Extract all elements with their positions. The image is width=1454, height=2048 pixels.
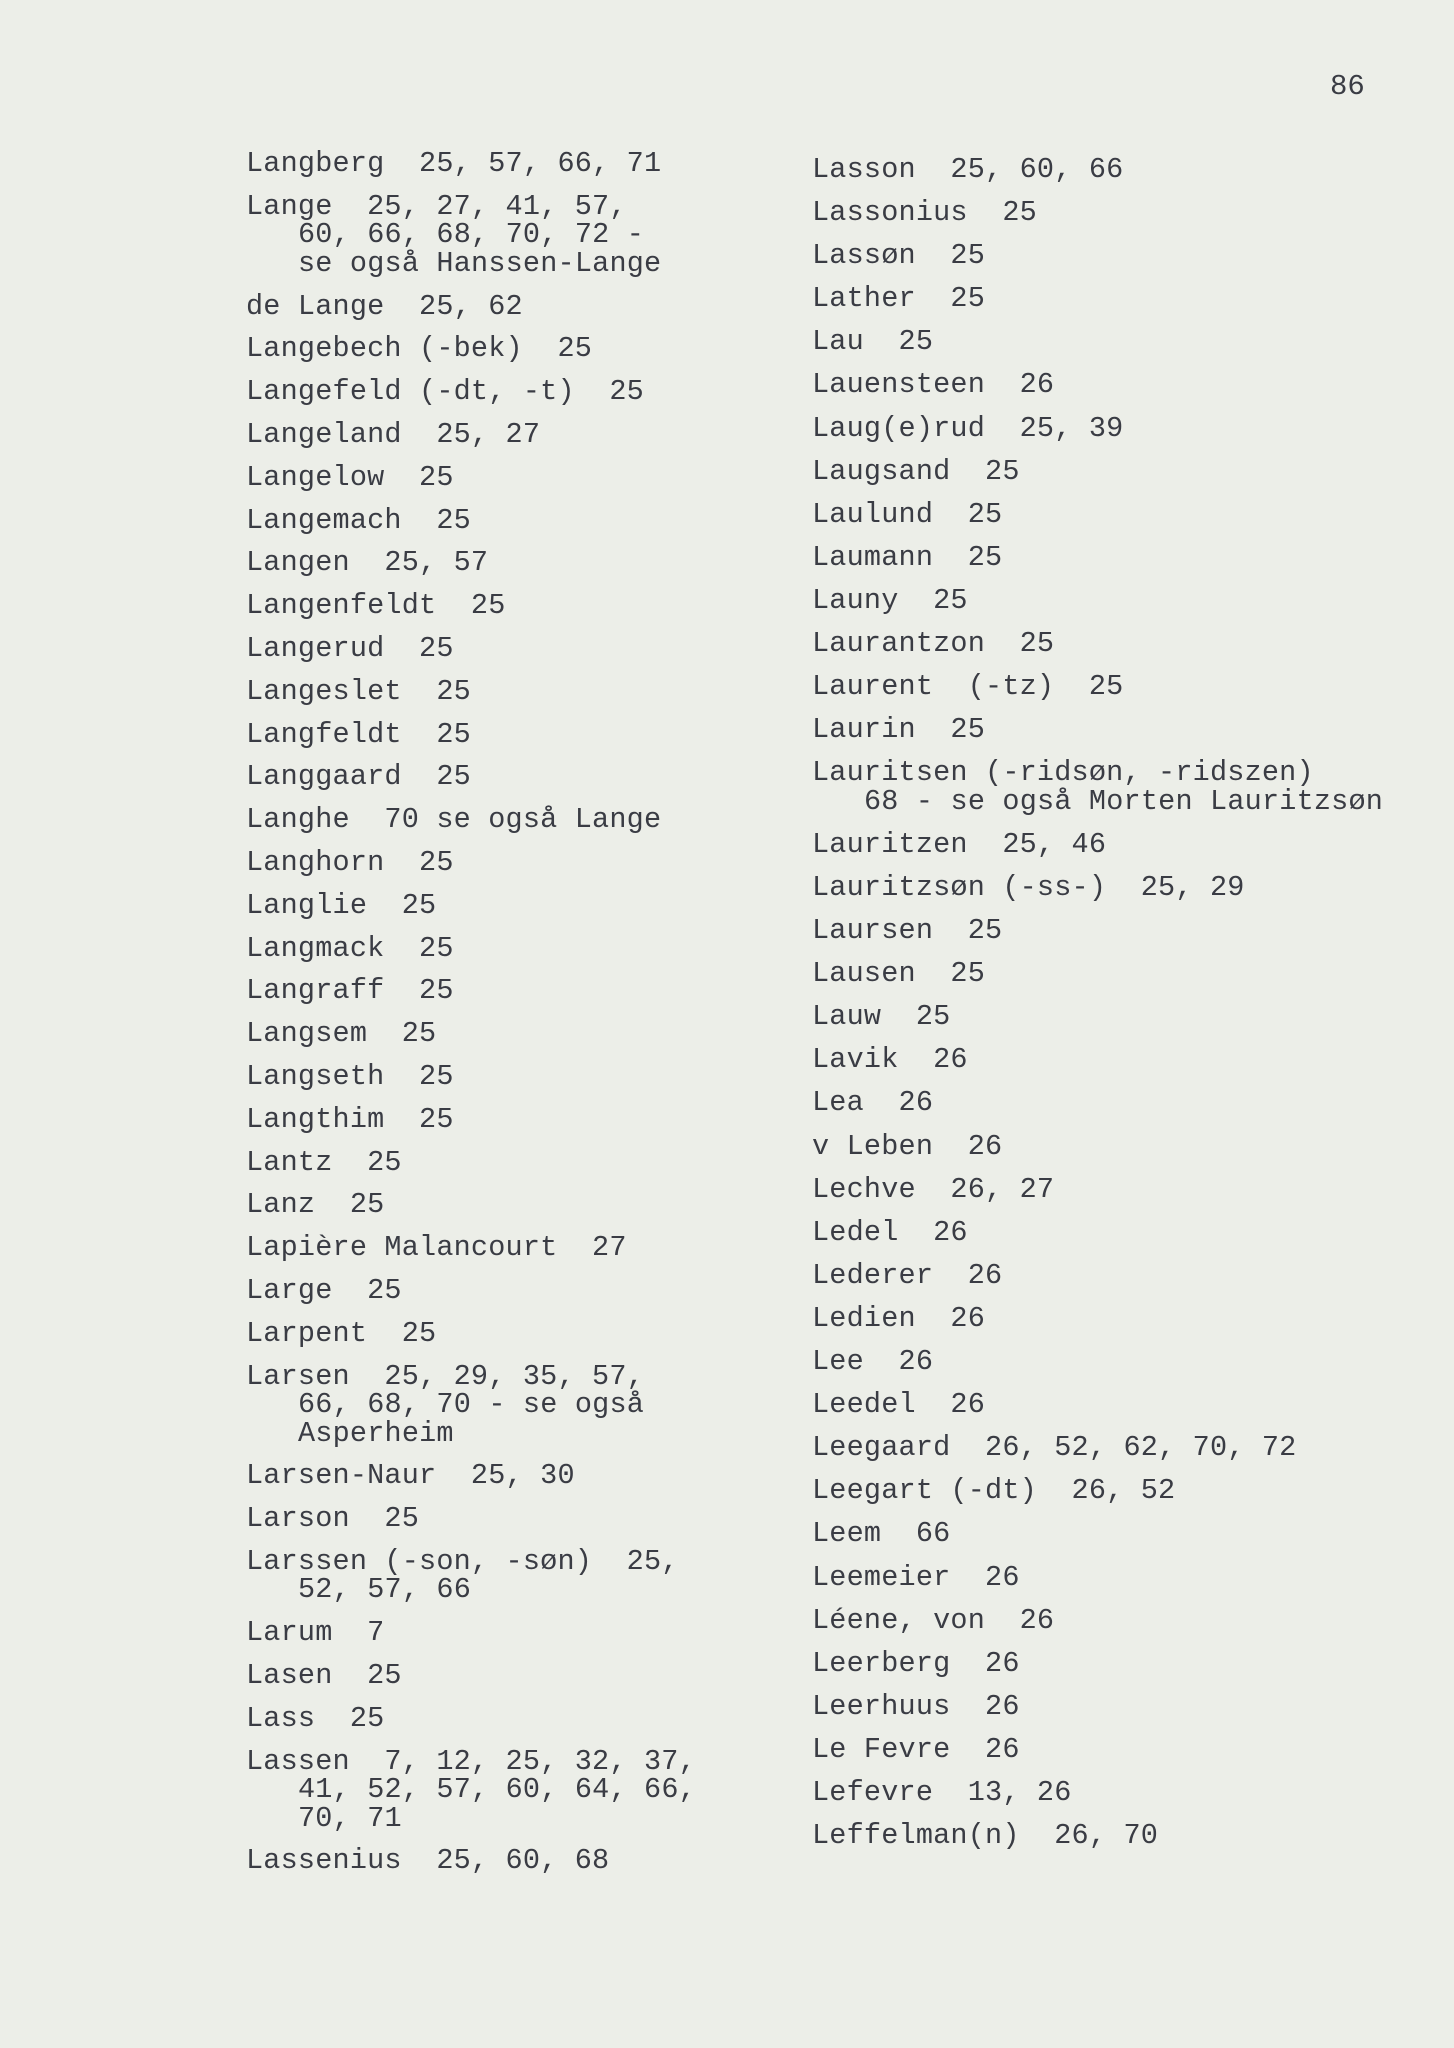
index-column-left <box>246 147 806 1890</box>
index-entry-headword: Ledien 26 <box>812 1301 986 1335</box>
index-entry-headword: Langelow 25 <box>246 460 454 494</box>
index-entry <box>812 1388 1432 1422</box>
index-entry <box>246 1744 806 1835</box>
index-entry-headword: Launy 25 <box>812 583 968 617</box>
index-entry-headword: Lantz 25 <box>246 1145 402 1179</box>
index-entry <box>812 1172 1432 1206</box>
index-entry-headword: Langfeldt 25 <box>246 717 471 751</box>
index-entry-headword: Ledel 26 <box>812 1215 968 1249</box>
index-entry-headword: Lau 25 <box>812 325 934 359</box>
index-entry <box>246 888 806 922</box>
index-entry <box>812 196 1432 230</box>
index-entry-headword: Leedel 26 <box>812 1388 986 1422</box>
index-entry <box>246 147 806 180</box>
index-entry <box>812 1215 1432 1249</box>
index-entry <box>246 1316 806 1350</box>
index-entry-headword: Larum 7 <box>246 1616 385 1650</box>
index-entry <box>246 503 806 537</box>
index-entry-headword: Leemeier 26 <box>812 1560 1020 1594</box>
index-entry <box>246 189 806 280</box>
index-entry <box>246 1188 806 1222</box>
index-entry-continuation: Asperheim <box>298 1416 454 1450</box>
index-entry-headword: Langemach 25 <box>246 503 471 537</box>
index-entry <box>246 631 806 665</box>
index-entry <box>246 717 806 751</box>
index-entry <box>812 1646 1432 1680</box>
index-entry-headword: Laug(e)rud 25, 39 <box>812 411 1124 445</box>
index-entry <box>812 153 1432 186</box>
index-entry <box>812 1129 1432 1163</box>
index-entry <box>812 282 1432 316</box>
index-entry-headword: Leem 66 <box>812 1517 951 1551</box>
index-entry <box>812 239 1432 273</box>
index-entry <box>812 368 1432 402</box>
index-entry-headword: Lauritzsøn (-ss-) 25, 29 <box>812 871 1245 904</box>
page-number: 86 <box>1330 70 1365 103</box>
index-entry-headword: Langen 25, 57 <box>246 546 489 580</box>
index-entry <box>812 1474 1432 1508</box>
index-entry-headword: Large 25 <box>246 1273 402 1307</box>
index-entry-headword: Langseth 25 <box>246 1059 454 1093</box>
index-entry-headword: Laulund 25 <box>812 497 1003 531</box>
index-entry <box>246 1616 806 1650</box>
index-entry-headword: Langberg 25, 57, 66, 71 <box>246 147 662 180</box>
index-entry <box>812 957 1432 991</box>
index-entry-headword: Langhorn 25 <box>246 845 454 879</box>
index-entry <box>246 931 806 965</box>
index-entry <box>812 1732 1432 1766</box>
index-entry <box>812 827 1432 861</box>
index-entry-headword: Langraff 25 <box>246 974 454 1008</box>
index-entry-headword: de Lange 25, 62 <box>246 289 523 323</box>
index-entry <box>812 540 1432 574</box>
index-entry-headword: Larsen 25, 29, 35, 57, <box>246 1359 644 1393</box>
index-entry <box>812 1689 1432 1723</box>
index-entry <box>246 1059 806 1093</box>
index-entry <box>246 1102 806 1136</box>
index-column-right <box>812 150 1432 1865</box>
index-entry-headword: Langeslet 25 <box>246 674 471 708</box>
index-entry <box>246 1844 806 1878</box>
index-entry <box>812 1431 1432 1465</box>
index-entry-continuation: se også Hanssen-Lange <box>298 246 662 280</box>
index-entry-headword: Lavik 26 <box>812 1043 968 1077</box>
index-entry <box>812 1086 1432 1120</box>
index-entry-headword: Lea 26 <box>812 1086 934 1120</box>
index-entry <box>246 1502 806 1536</box>
index-entry <box>812 871 1432 904</box>
index-entry <box>246 1145 806 1179</box>
index-entry-headword: Lauritsen (-ridsøn, -ridszen) <box>812 756 1314 790</box>
index-entry-headword: Langenfeldt 25 <box>246 589 506 623</box>
index-entry <box>812 411 1432 445</box>
index-entry-continuation: 66, 68, 70 - se også <box>298 1388 645 1422</box>
index-entry <box>812 713 1432 747</box>
index-entry <box>246 803 806 837</box>
index-entry-headword: Langefeld (-dt, -t) 25 <box>246 375 644 409</box>
index-entry-headword: Lange 25, 27, 41, 57, <box>246 189 627 223</box>
index-entry-headword: Laumann 25 <box>812 540 1003 574</box>
index-entry <box>812 454 1432 488</box>
index-entry-headword: Laurin 25 <box>812 713 986 747</box>
index-entry-headword: Lather 25 <box>812 282 986 316</box>
index-entry-headword: Langeland 25, 27 <box>246 417 541 451</box>
index-entry-headword: Lasen 25 <box>246 1659 402 1692</box>
index-entry <box>246 1544 806 1607</box>
index-entry-headword: Lass 25 <box>246 1701 385 1735</box>
index-entry-headword: Laurent (-tz) 25 <box>812 670 1124 704</box>
index-entry <box>812 1517 1432 1551</box>
index-entry <box>246 760 806 794</box>
index-entry <box>246 546 806 580</box>
index-entry-headword: Langhe 70 se også Lange <box>246 803 662 837</box>
index-entry <box>246 1659 806 1692</box>
index-entry <box>812 1819 1432 1853</box>
index-entry <box>246 289 806 323</box>
index-entry-headword: Lasson 25, 60, 66 <box>812 153 1124 186</box>
index-entry <box>246 589 806 623</box>
index-entry <box>812 583 1432 617</box>
index-entry <box>812 1345 1432 1379</box>
index-entry <box>246 1017 806 1051</box>
index-entry-continuation: 70, 71 <box>298 1801 402 1835</box>
index-entry-headword: Larsen-Naur 25, 30 <box>246 1459 575 1493</box>
index-entry-headword: Laursen 25 <box>812 914 1003 948</box>
index-entry <box>246 845 806 879</box>
index-entry <box>812 325 1432 359</box>
index-entry-headword: Lauensteen 26 <box>812 368 1055 402</box>
index-entry <box>812 1560 1432 1594</box>
index-entry <box>246 1273 806 1307</box>
index-entry <box>246 974 806 1008</box>
index-entry-continuation: 68 - se også Morten Lauritzsøn <box>864 784 1384 818</box>
index-entry <box>246 1231 806 1265</box>
index-entry-headword: Le Fevre 26 <box>812 1732 1020 1766</box>
index-entry-headword: Lassen 7, 12, 25, 32, 37, <box>246 1744 696 1778</box>
index-entry-headword: Leegart (-dt) 26, 52 <box>812 1474 1176 1508</box>
index-entry-headword: Langgaard 25 <box>246 760 471 794</box>
index-entry-continuation: 60, 66, 68, 70, 72 - <box>298 218 645 252</box>
index-entry-headword: Langerud 25 <box>246 631 454 665</box>
index-entry-headword: Larson 25 <box>246 1502 420 1536</box>
index-entry-headword: v Leben 26 <box>812 1129 1003 1163</box>
index-entry <box>246 1459 806 1493</box>
index-entry-headword: Larpent 25 <box>246 1316 437 1350</box>
index-entry-headword: Lausen 25 <box>812 957 986 991</box>
index-entry-headword: Lassonius 25 <box>812 196 1037 230</box>
index-entry <box>812 1775 1432 1809</box>
index-entry-headword: Lapière Malancourt 27 <box>246 1231 627 1265</box>
index-entry <box>246 332 806 366</box>
index-entry-headword: Léene, von 26 <box>812 1603 1055 1637</box>
index-entry <box>812 1043 1432 1077</box>
index-entry <box>246 375 806 409</box>
index-entry <box>812 497 1432 531</box>
index-entry-headword: Langsem 25 <box>246 1017 437 1051</box>
index-entry <box>812 627 1432 661</box>
index-entry-headword: Laugsand 25 <box>812 454 1020 488</box>
index-entry <box>812 1301 1432 1335</box>
index-entry-headword: Lefevre 13, 26 <box>812 1775 1072 1809</box>
index-entry-headword: Leffelman(n) 26, 70 <box>812 1819 1159 1853</box>
index-entry-headword: Lassøn 25 <box>812 239 986 273</box>
index-entry-headword: Lauw 25 <box>812 1000 951 1034</box>
index-entry-headword: Leerberg 26 <box>812 1646 1020 1680</box>
index-entry-continuation: 41, 52, 57, 60, 64, 66, <box>298 1773 696 1807</box>
index-entry <box>812 1000 1432 1034</box>
index-entry-headword: Larssen (-son, -søn) 25, <box>246 1544 679 1578</box>
index-entry-headword: Langlie 25 <box>246 888 437 922</box>
index-entry <box>812 1258 1432 1292</box>
index-entry-headword: Lederer 26 <box>812 1258 1003 1292</box>
index-entry-headword: Langebech (-bek) 25 <box>246 332 593 366</box>
index-entry <box>246 417 806 451</box>
index-entry <box>812 1603 1432 1637</box>
index-entry-headword: Langmack 25 <box>246 931 454 965</box>
index-entry <box>812 914 1432 948</box>
index-entry-headword: Laurantzon 25 <box>812 627 1055 661</box>
index-entry-headword: Lauritzen 25, 46 <box>812 827 1107 861</box>
index-entry-headword: Langthim 25 <box>246 1102 454 1136</box>
index-entry-headword: Lee 26 <box>812 1345 934 1379</box>
index-entry <box>812 756 1432 818</box>
index-entry <box>246 1359 806 1450</box>
index-entry-headword: Leegaard 26, 52, 62, 70, 72 <box>812 1431 1297 1465</box>
index-entry-headword: Lanz 25 <box>246 1188 385 1222</box>
index-entry-headword: Leerhuus 26 <box>812 1689 1020 1723</box>
index-entry <box>246 674 806 708</box>
index-entry-continuation: 52, 57, 66 <box>298 1573 472 1607</box>
index-entry-headword: Lassenius 25, 60, 68 <box>246 1844 610 1878</box>
index-entry <box>812 670 1432 704</box>
index-entry <box>246 1701 806 1735</box>
index-entry <box>246 460 806 494</box>
index-entry-headword: Lechve 26, 27 <box>812 1172 1055 1206</box>
